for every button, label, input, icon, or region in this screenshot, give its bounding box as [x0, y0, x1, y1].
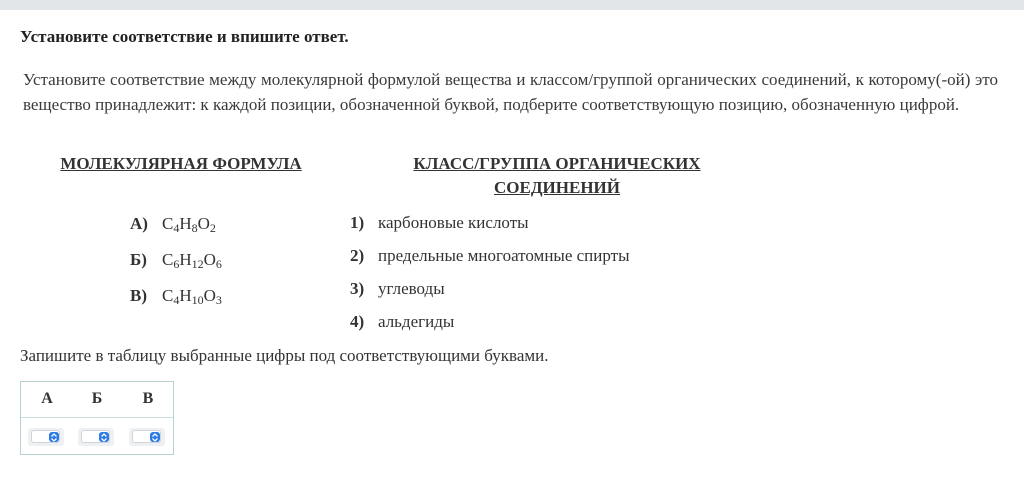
- answer-instruction: Запишите в таблицу выбранные цифры под соответствующими буквами.: [20, 346, 549, 365]
- class-item-2: [350, 244, 630, 268]
- select-arrows-icon: [99, 432, 109, 442]
- class-column-header: [392, 152, 722, 200]
- answer-header-b: Б: [91, 390, 103, 407]
- class-text: альдегиды: [378, 312, 455, 331]
- class-label: 3): [350, 279, 365, 298]
- class-item-4: [350, 310, 454, 334]
- class-text: карбоновые кислоты: [378, 213, 529, 232]
- answer-select-v[interactable]: [129, 428, 165, 446]
- class-label: 2): [350, 246, 365, 265]
- class-text: предельные многоатомные спирты: [378, 246, 630, 265]
- formula-label: В): [130, 286, 147, 305]
- formula-item-v: [130, 284, 222, 308]
- formula-item-b: [130, 248, 222, 272]
- answer-select-a[interactable]: [28, 428, 64, 446]
- formula: $C_4H_{10}O_3$: [162, 286, 222, 307]
- class-column-header-line1: КЛАСС/ГРУППА ОРГАНИЧЕСКИХ: [413, 154, 701, 173]
- formula-label: А): [130, 214, 148, 233]
- formula: $C_4H_8O_2$: [162, 214, 216, 235]
- answer-table-header: [21, 382, 173, 418]
- class-text: углеводы: [378, 279, 445, 298]
- select-arrows-icon: [49, 432, 59, 442]
- class-item-3: [350, 277, 445, 301]
- select-arrows-icon: [150, 432, 160, 442]
- task-title: Установите соответствие и впишите ответ.: [20, 27, 349, 46]
- task-statement: Установите соответствие между молекулярной формулой вещества и классом/группой органических соединений, к которому(-ой) это вещество принадлежит: к каждой позиции, обозначенной буквой, подберите соответствующую позицию, обозначенную цифрой.: [23, 70, 998, 114]
- top-bar: [0, 0, 1024, 10]
- answer-select-b[interactable]: [78, 428, 114, 446]
- answer-header-a: А: [41, 390, 53, 407]
- answer-table: [20, 381, 174, 455]
- formula-item-a: [130, 212, 216, 236]
- class-column-header-line2: СОЕДИНЕНИЙ: [494, 178, 620, 197]
- class-label: 1): [350, 213, 365, 232]
- class-label: 4): [350, 312, 365, 331]
- class-item-1: [350, 211, 529, 235]
- formula-column-header: МОЛЕКУЛЯРНАЯ ФОРМУЛА: [60, 154, 302, 173]
- answer-header-v: В: [142, 390, 154, 407]
- formula-label: Б): [130, 250, 147, 269]
- formula: $C_6H_{12}O_6$: [162, 250, 222, 271]
